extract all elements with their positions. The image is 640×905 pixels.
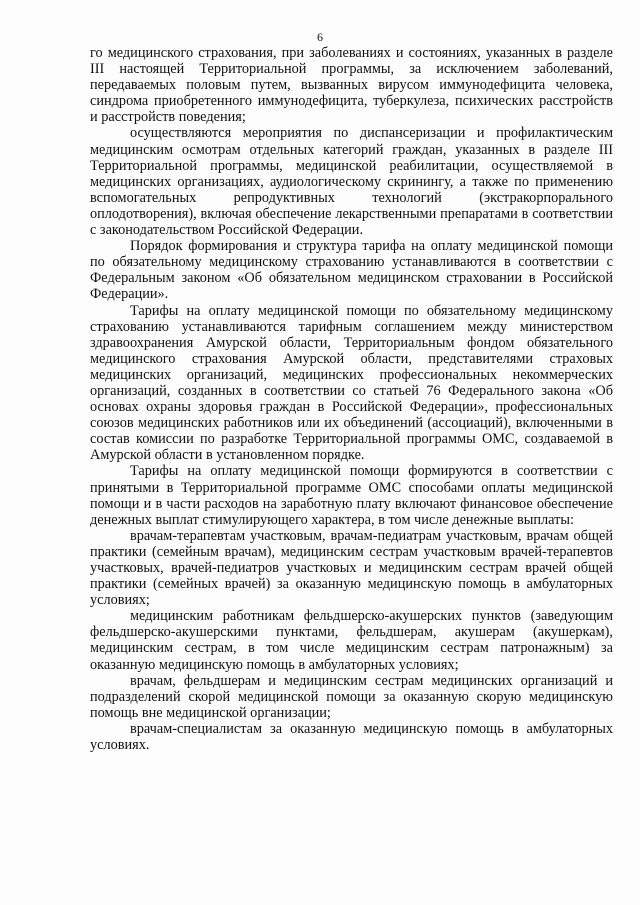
paragraph-1: го медицинского страхования, при заболеваниях и состояниях, указанных в разделе III настоящей Территориальной программы, за исключением заболеваний, передаваемых половым путем, вызванных вирусом иммунодефицита человека, синдрома приобретенного иммунодефицита, туберкулеза, психических расстройств и расстройств поведения; (90, 45, 613, 126)
body-text (90, 45, 613, 753)
paragraph-8: врачам, фельдшерам и медицинским сестрам медицинских организаций и подразделений скорой медицинской помощи за оказанную скорую медицинскую помощь вне медицинской организации; (90, 672, 613, 721)
paragraph-2: осуществляются мероприятия по диспансеризации и профилактическим медицинским осмотрам отдельных категорий граждан, указанных в разделе III Территориальной программы, медицинской реабилитации, осуществляемой в медицинских организациях, аудиологическому скринингу, а также по применению вспомогательных репродуктивных технологий (экстракорпорального оплодотворения), включая обеспечение лекарственными препаратами в соответствии с законодательством Российской Федерации. (90, 125, 613, 239)
paragraph-3: Порядок формирования и структура тарифа на оплату медицинской помощи по обязательному медицинскому страхованию устанавливаются в соответствии с Федеральным законом «Об обязательном медицинском страховании в Российской Федерации». (90, 238, 613, 303)
paragraph-7: медицинским работникам фельдшерско-акушерских пунктов (заведующим фельдшерско-акушерскими пунктами, фельдшерам, акушерам (акушеркам), медицинским сестрам, в том числе медицинским сестрам патронажным) за оказанную медицинскую помощь в амбулаторных условиях; (90, 608, 613, 673)
page-number: 6 (317, 30, 323, 44)
paragraph-4: Тарифы на оплату медицинской помощи по обязательному медицинскому страхованию устанавливаются тарифным соглашением между министерством здравоохранения Амурской области, Территориальным фондом обязательного медицинского страхования Амурской области, представителями страховых медицинских организаций, медицинских профессиональных некоммерческих организаций, созданных в соответствии со статьей 76 Федерального закона «Об основах охраны здоровья граждан в Российской Федерации», профессиональных союзов медицинских работников или их объединений (ассоциаций), включенными в состав комиссии по разработке Территориальной программы ОМС, создаваемой в Амурской области в установленном порядке. (90, 302, 613, 464)
paragraph-6: врачам-терапевтам участковым, врачам-педиатрам участковым, врачам общей практики (семейным врачам), медицинским сестрам участковым врачей-терапевтов участковых, врачей-педиатров участковых и медицинским сестрам врачей общей практики (семейных врачей) за оказанную медицинскую помощь в амбулаторных условиях; (90, 527, 613, 609)
paragraph-9: врачам-специалистам за оказанную медицинскую помощь в амбулаторных условиях. (90, 720, 613, 754)
paragraph-5: Тарифы на оплату медицинской помощи формируются в соответствии с принятыми в Территориальной программе ОМС способами оплаты медицинской помощи и в части расходов на заработную плату включают финансовое обеспечение денежных выплат стимулирующего характера, в том числе денежные выплаты: (90, 463, 613, 528)
